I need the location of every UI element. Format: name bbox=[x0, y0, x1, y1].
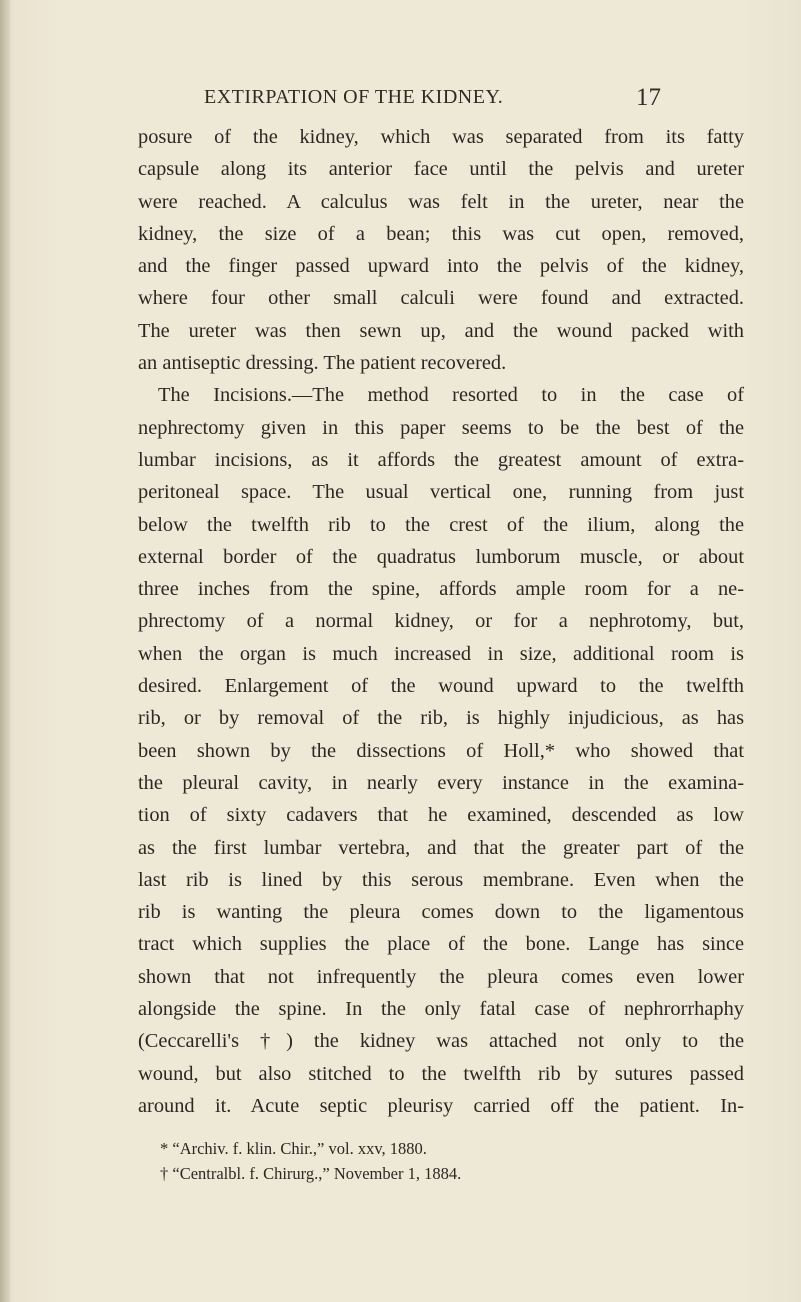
page-binding-edge bbox=[0, 0, 10, 1302]
body-text bbox=[138, 121, 744, 1122]
text-line: three inches from the spine, affords ample room for a ne- bbox=[138, 578, 744, 601]
text-line: an antiseptic dressing. The patient recovered. bbox=[138, 352, 507, 375]
text-line: capsule along its anterior face until the pelvis and ureter bbox=[138, 158, 744, 181]
text-line: peritoneal space. The usual vertical one, running from just bbox=[138, 481, 744, 504]
text-line: and the finger passed upward into the pelvis of the kidney, bbox=[138, 255, 744, 278]
running-head bbox=[0, 84, 801, 118]
text-line: alongside the spine. In the only fatal case of nephrorrhaphy bbox=[138, 998, 744, 1021]
text-line: rib, or by removal of the rib, is highly injudicious, as has bbox=[138, 707, 744, 730]
text-line: lumbar incisions, as it affords the greatest amount of extra- bbox=[138, 448, 744, 471]
text-line: posure of the kidney, which was separated from its fatty bbox=[138, 126, 744, 148]
text-line: nephrectomy given in this paper seems to be the best of the bbox=[138, 416, 744, 439]
text-line: The ureter was then sewn up, and the wound packed with bbox=[138, 319, 744, 342]
footnote: † “Centralbl. f. Chirurg.,” November 1, 1884. bbox=[160, 1164, 462, 1183]
text-line: below the twelfth rib to the crest of the ilium, along the bbox=[138, 513, 744, 536]
text-line: shown that not infrequently the pleura comes even lower bbox=[138, 965, 744, 988]
text-line: when the organ is much increased in size, additional room is bbox=[138, 642, 744, 665]
text-line: been shown by the dissections of Holl,* who showed that bbox=[138, 739, 744, 762]
text-line: desired. Enlargement of the wound upward to the twelfth bbox=[138, 675, 744, 698]
text-line: last rib is lined by this serous membrane. Even when the bbox=[138, 868, 744, 891]
text-line: where four other small calculi were found and extracted. bbox=[138, 287, 744, 310]
text-line: tract which supplies the place of the bone. Lange has since bbox=[138, 933, 744, 956]
footnote: * “Archiv. f. klin. Chir.,” vol. xxv, 1880. bbox=[160, 1139, 427, 1158]
text-line: rib is wanting the pleura comes down to the ligamentous bbox=[138, 901, 744, 924]
section-heading-line: The Incisions.—The method resorted to in the case of bbox=[158, 384, 744, 407]
running-title: EXTIRPATION OF THE KIDNEY. bbox=[204, 86, 504, 108]
text-line: around it. Acute septic pleurisy carried off the patient. In- bbox=[138, 1094, 744, 1117]
text-line: tion of sixty cadavers that he examined, descended as low bbox=[138, 804, 744, 827]
text-line: kidney, the size of a bean; this was cut open, removed, bbox=[138, 222, 744, 245]
text-line: (Ceccarelli's †) the kidney was attached not only to the bbox=[138, 1030, 744, 1053]
page-number: 17 bbox=[636, 84, 661, 111]
footnotes bbox=[160, 1136, 720, 1186]
text-line: wound, but also stitched to the twelfth rib by sutures passed bbox=[138, 1062, 744, 1085]
text-line: were reached. A calculus was felt in the ureter, near the bbox=[138, 190, 744, 213]
text-line: the pleural cavity, in nearly every instance in the examina- bbox=[138, 771, 744, 794]
text-line: external border of the quadratus lumborum muscle, or about bbox=[138, 545, 744, 568]
text-line: phrectomy of a normal kidney, or for a nephrotomy, but, bbox=[138, 610, 744, 633]
text-line: as the first lumbar vertebra, and that the greater part of the bbox=[138, 836, 744, 859]
